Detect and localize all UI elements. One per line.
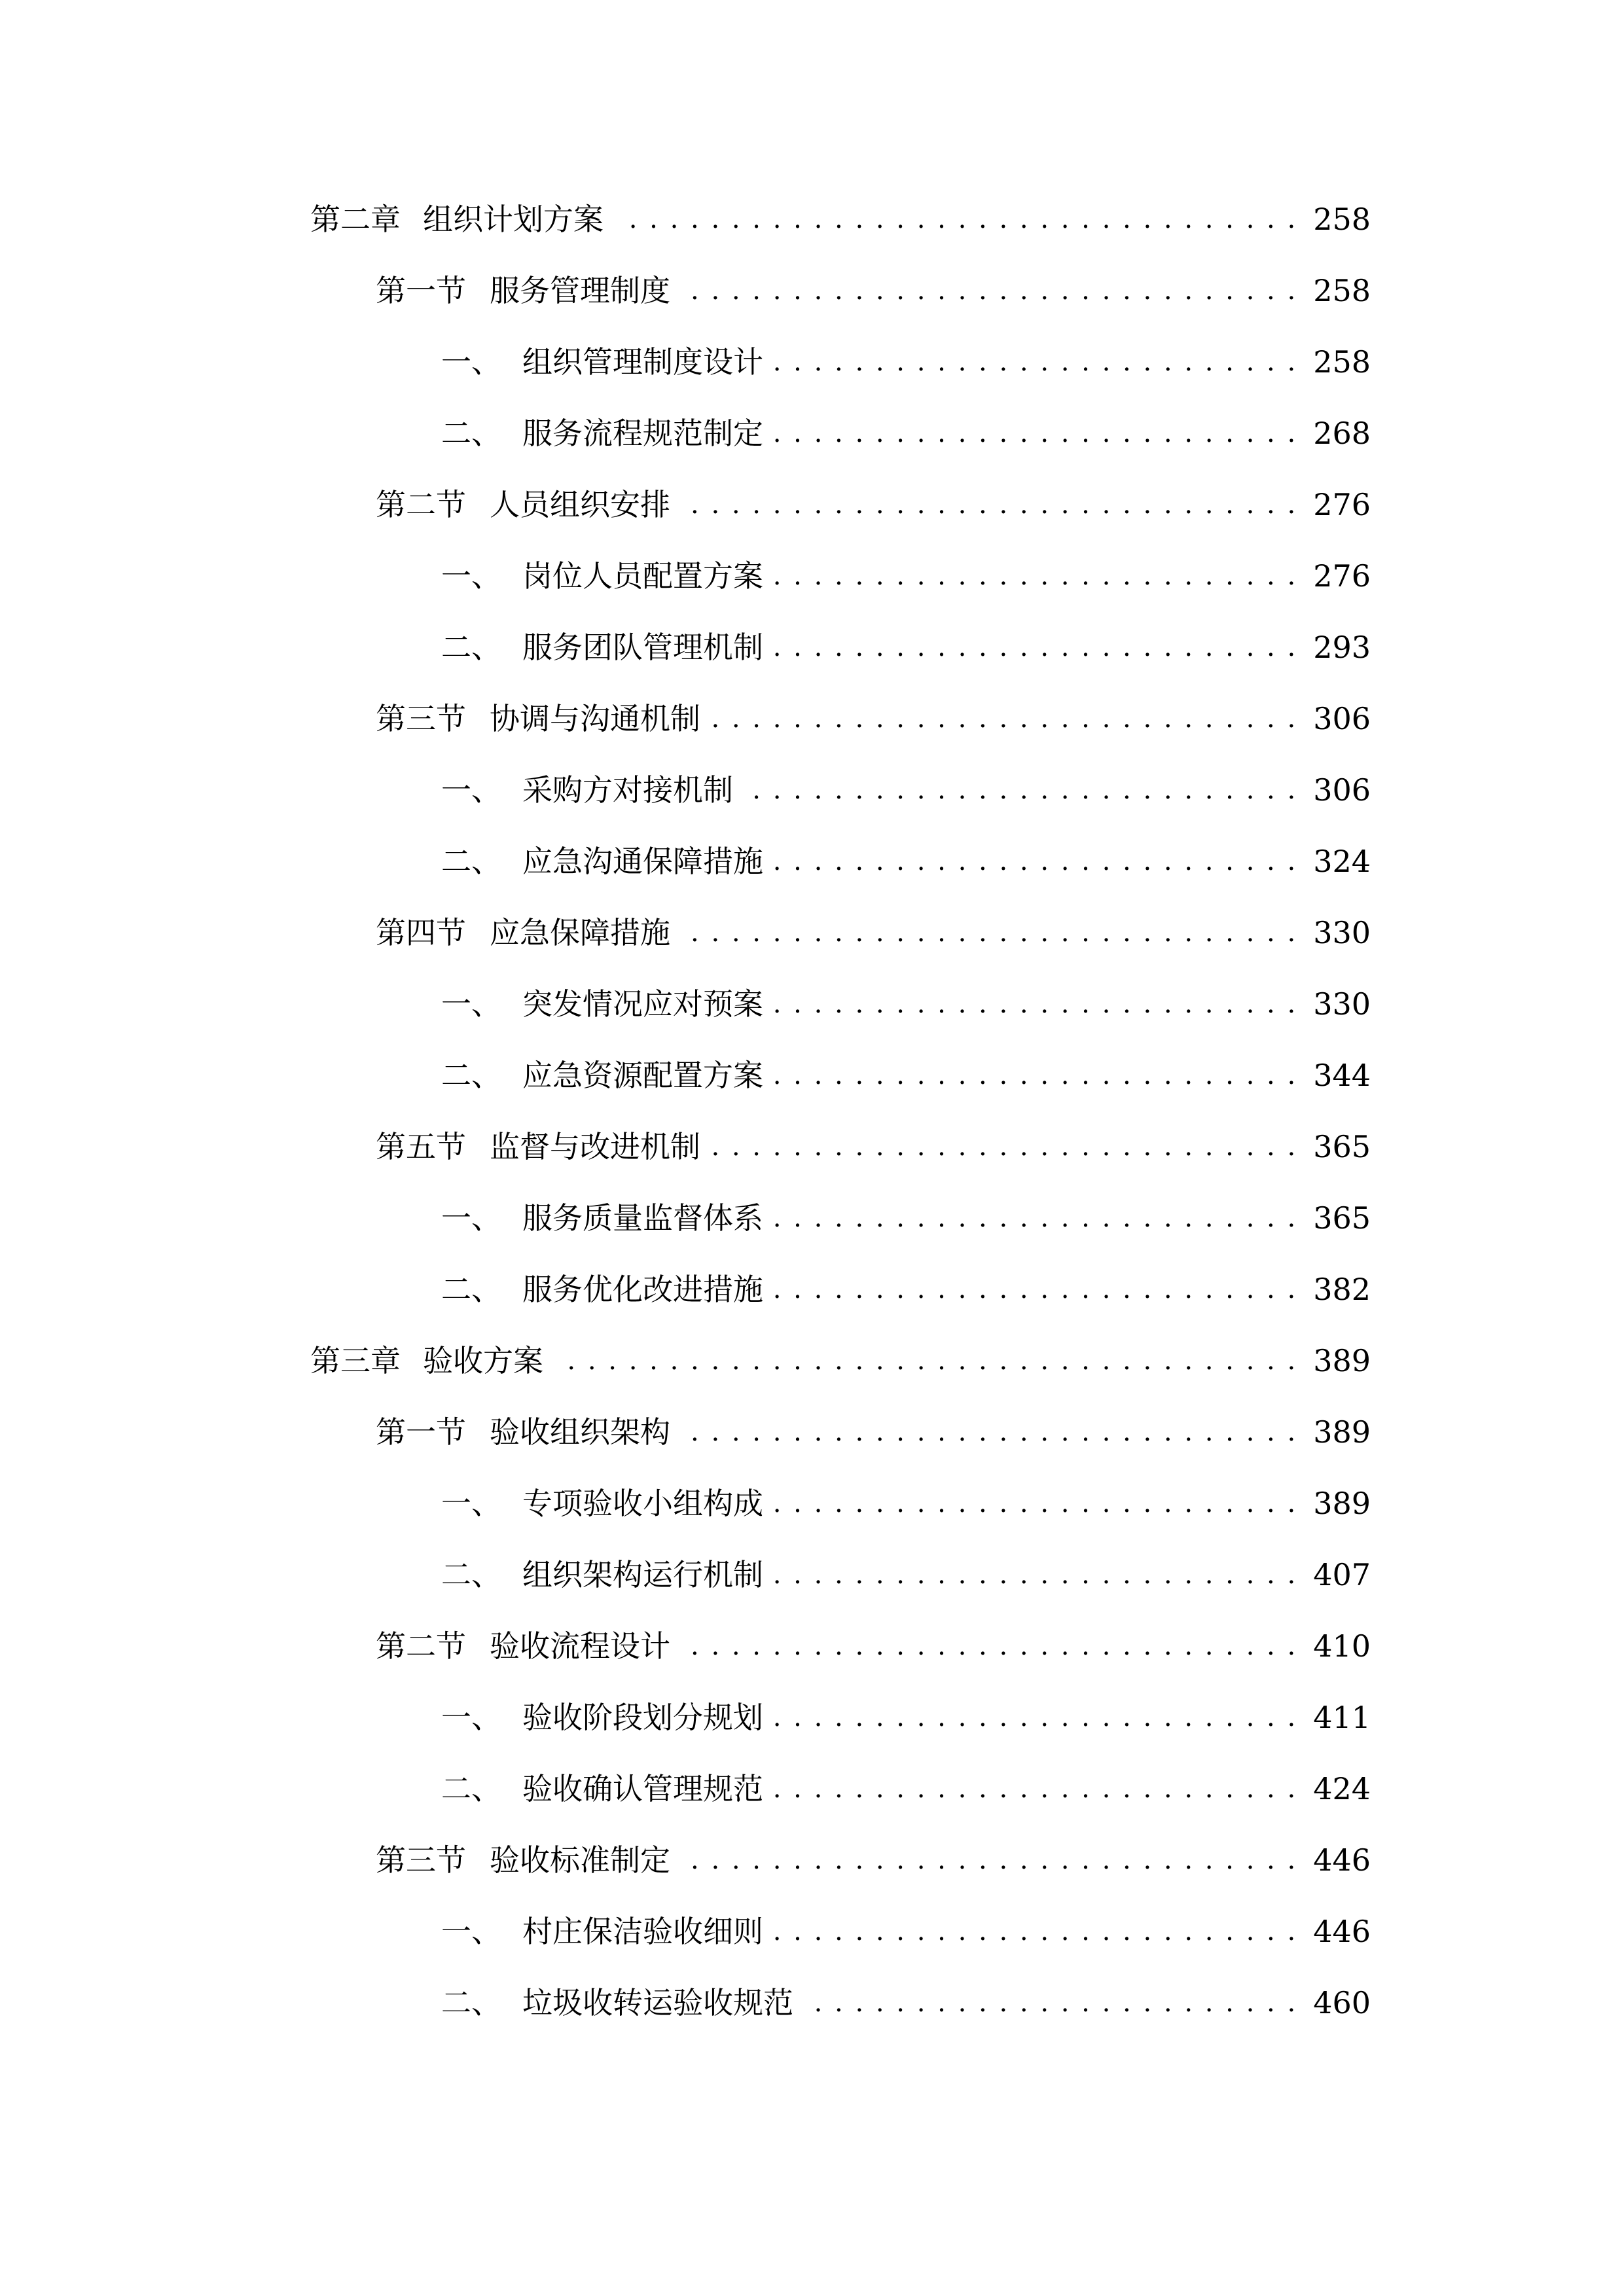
toc-entry-page-number: 365 bbox=[1313, 1200, 1371, 1236]
toc-entry-title: 突发情况应对预案 bbox=[522, 986, 763, 1022]
toc-entry-title: 应急资源配置方案 bbox=[522, 1058, 763, 1093]
toc-entry-subsection[interactable] bbox=[441, 1480, 1371, 1526]
toc-entry-subsection[interactable] bbox=[441, 1695, 1371, 1740]
toc-entry-title: 验收标准制定 bbox=[490, 1842, 670, 1878]
toc-entry-prefix: 二、 bbox=[441, 630, 501, 665]
toc-entry-title: 应急保障措施 bbox=[490, 915, 670, 950]
toc-entry-page-number: 446 bbox=[1313, 1842, 1371, 1878]
dot-leader bbox=[682, 482, 1297, 528]
toc-entry-page-number: 365 bbox=[1313, 1129, 1371, 1164]
toc-entry-prefix: 第一节 bbox=[376, 273, 466, 308]
toc-entry-subsection[interactable] bbox=[441, 410, 1371, 456]
toc-entry-prefix: 一、 bbox=[441, 1700, 501, 1735]
toc-entry-page-number: 330 bbox=[1313, 986, 1371, 1022]
toc-entry-section[interactable] bbox=[376, 482, 1371, 528]
toc-entry-title: 专项验收小组构成 bbox=[522, 1486, 763, 1521]
toc-entry-subsection[interactable] bbox=[441, 1195, 1371, 1241]
toc-entry-subsection[interactable] bbox=[441, 1766, 1371, 1812]
toc-entry-subsection[interactable] bbox=[441, 981, 1371, 1027]
toc-entry-page-number: 276 bbox=[1313, 558, 1371, 594]
toc-entry-title: 服务优化改进措施 bbox=[522, 1272, 763, 1307]
dot-leader bbox=[682, 268, 1297, 314]
toc-entry-prefix: 二、 bbox=[441, 1272, 501, 1307]
toc-entry-section[interactable] bbox=[376, 1124, 1371, 1170]
dot-leader bbox=[775, 981, 1297, 1027]
toc-entry-page-number: 460 bbox=[1313, 1985, 1371, 2020]
dot-leader bbox=[615, 196, 1297, 242]
toc-entry-title: 验收流程设计 bbox=[490, 1628, 670, 1664]
toc-entry-title: 服务流程规范制定 bbox=[522, 416, 763, 451]
toc-entry-page-number: 389 bbox=[1313, 1414, 1371, 1450]
dot-leader bbox=[555, 1338, 1297, 1384]
dot-leader bbox=[775, 1695, 1297, 1740]
toc-entry-title: 应急沟通保障措施 bbox=[522, 844, 763, 879]
dot-leader bbox=[745, 767, 1297, 813]
dot-leader bbox=[805, 1980, 1297, 2026]
toc-entry-page-number: 344 bbox=[1313, 1058, 1371, 1093]
toc-entry-page-number: 293 bbox=[1313, 630, 1371, 665]
dot-leader bbox=[712, 696, 1297, 742]
toc-entry-title: 验收组织架构 bbox=[490, 1414, 670, 1450]
dot-leader bbox=[775, 410, 1297, 456]
toc-entry-title: 组织管理制度设计 bbox=[522, 344, 763, 380]
dot-leader bbox=[682, 910, 1297, 956]
toc-entry-title: 验收阶段划分规划 bbox=[522, 1700, 763, 1735]
toc-entry-title: 垃圾收转运验收规范 bbox=[522, 1985, 793, 2020]
toc-entry-subsection[interactable] bbox=[441, 1909, 1371, 1954]
toc-entry-page-number: 276 bbox=[1313, 487, 1371, 522]
toc-entry-title: 服务团队管理机制 bbox=[522, 630, 763, 665]
toc-entry-page-number: 389 bbox=[1313, 1486, 1371, 1521]
dot-leader bbox=[775, 1195, 1297, 1241]
toc-entry-page-number: 411 bbox=[1313, 1700, 1371, 1735]
toc-entry-page-number: 424 bbox=[1313, 1771, 1371, 1806]
toc-entry-page-number: 258 bbox=[1313, 202, 1371, 237]
toc-entry-prefix: 二、 bbox=[441, 844, 501, 879]
toc-entry-title: 村庄保洁验收细则 bbox=[522, 1914, 763, 1949]
toc-entry-title: 岗位人员配置方案 bbox=[522, 558, 763, 594]
dot-leader bbox=[775, 1266, 1297, 1312]
toc-entry-page-number: 258 bbox=[1313, 344, 1371, 380]
toc-entry-page-number: 407 bbox=[1313, 1557, 1371, 1592]
toc-entry-subsection[interactable] bbox=[441, 339, 1371, 385]
toc-entry-prefix: 第二节 bbox=[376, 487, 466, 522]
toc-entry-page-number: 389 bbox=[1313, 1343, 1371, 1378]
toc-entry-title: 采购方对接机制 bbox=[522, 772, 733, 808]
toc-entry-section[interactable] bbox=[376, 1409, 1371, 1455]
dot-leader bbox=[682, 1837, 1297, 1883]
toc-entry-prefix: 第三章 bbox=[310, 1343, 401, 1378]
toc-entry-page-number: 306 bbox=[1313, 772, 1371, 808]
toc-entry-prefix: 第四节 bbox=[376, 915, 466, 950]
toc-entry-section[interactable] bbox=[376, 1623, 1371, 1669]
dot-leader bbox=[682, 1409, 1297, 1455]
toc-entry-title: 组织计划方案 bbox=[423, 202, 604, 237]
toc-entry-page-number: 410 bbox=[1313, 1628, 1371, 1664]
toc-entry-page-number: 446 bbox=[1313, 1914, 1371, 1949]
dot-leader bbox=[775, 1909, 1297, 1954]
dot-leader bbox=[775, 1052, 1297, 1098]
toc-entry-prefix: 二、 bbox=[441, 1771, 501, 1806]
toc-entry-subsection[interactable] bbox=[441, 624, 1371, 670]
toc-entry-subsection[interactable] bbox=[441, 767, 1371, 813]
toc-entry-title: 协调与沟通机制 bbox=[490, 701, 700, 736]
toc-entry-prefix: 一、 bbox=[441, 1914, 501, 1949]
dot-leader bbox=[775, 553, 1297, 599]
toc-entry-title: 监督与改进机制 bbox=[490, 1129, 700, 1164]
toc-entry-prefix: 第二章 bbox=[310, 202, 401, 237]
toc-entry-prefix: 第三节 bbox=[376, 1842, 466, 1878]
toc-entry-subsection[interactable] bbox=[441, 1980, 1371, 2026]
toc-entry-prefix: 二、 bbox=[441, 416, 501, 451]
toc-entry-section[interactable] bbox=[376, 910, 1371, 956]
toc-entry-page-number: 268 bbox=[1313, 416, 1371, 451]
toc-entry-page-number: 330 bbox=[1313, 915, 1371, 950]
dot-leader bbox=[775, 838, 1297, 884]
toc-entry-title: 服务管理制度 bbox=[490, 273, 670, 308]
toc-entry-subsection[interactable] bbox=[441, 1052, 1371, 1098]
toc-entry-chapter[interactable] bbox=[310, 196, 1371, 242]
toc-entry-prefix: 第一节 bbox=[376, 1414, 466, 1450]
toc-entry-subsection[interactable] bbox=[441, 1266, 1371, 1312]
toc-entry-prefix: 一、 bbox=[441, 986, 501, 1022]
toc-entry-page-number: 306 bbox=[1313, 701, 1371, 736]
toc-entry-title: 验收方案 bbox=[423, 1343, 543, 1378]
toc-entry-prefix: 一、 bbox=[441, 1486, 501, 1521]
toc-entry-prefix: 一、 bbox=[441, 772, 501, 808]
toc-entry-prefix: 第三节 bbox=[376, 701, 466, 736]
toc-entry-page-number: 258 bbox=[1313, 273, 1371, 308]
dot-leader bbox=[775, 1766, 1297, 1812]
toc-entry-prefix: 第五节 bbox=[376, 1129, 466, 1164]
toc-entry-section[interactable] bbox=[376, 268, 1371, 314]
toc-entry-subsection[interactable] bbox=[441, 838, 1371, 884]
toc-entry-prefix: 一、 bbox=[441, 558, 501, 594]
toc-entry-prefix: 二、 bbox=[441, 1557, 501, 1592]
dot-leader bbox=[775, 1552, 1297, 1598]
toc-entry-section[interactable] bbox=[376, 1837, 1371, 1883]
toc-entry-chapter[interactable] bbox=[310, 1338, 1371, 1384]
toc-entry-title: 组织架构运行机制 bbox=[522, 1557, 763, 1592]
dot-leader bbox=[712, 1124, 1297, 1170]
toc-entry-prefix: 第二节 bbox=[376, 1628, 466, 1664]
toc-entry-prefix: 一、 bbox=[441, 344, 501, 380]
dot-leader bbox=[775, 624, 1297, 670]
toc-entry-section[interactable] bbox=[376, 696, 1371, 742]
toc-entry-title: 验收确认管理规范 bbox=[522, 1771, 763, 1806]
toc-entry-page-number: 382 bbox=[1313, 1272, 1371, 1307]
toc-entry-prefix: 二、 bbox=[441, 1985, 501, 2020]
toc-entry-page-number: 324 bbox=[1313, 844, 1371, 879]
dot-leader bbox=[682, 1623, 1297, 1669]
toc-entry-subsection[interactable] bbox=[441, 553, 1371, 599]
toc-entry-title: 服务质量监督体系 bbox=[522, 1200, 763, 1236]
toc-entry-prefix: 一、 bbox=[441, 1200, 501, 1236]
toc-entry-prefix: 二、 bbox=[441, 1058, 501, 1093]
toc-entry-subsection[interactable] bbox=[441, 1552, 1371, 1598]
toc-entry-title: 人员组织安排 bbox=[490, 487, 670, 522]
dot-leader bbox=[775, 1480, 1297, 1526]
dot-leader bbox=[775, 339, 1297, 385]
